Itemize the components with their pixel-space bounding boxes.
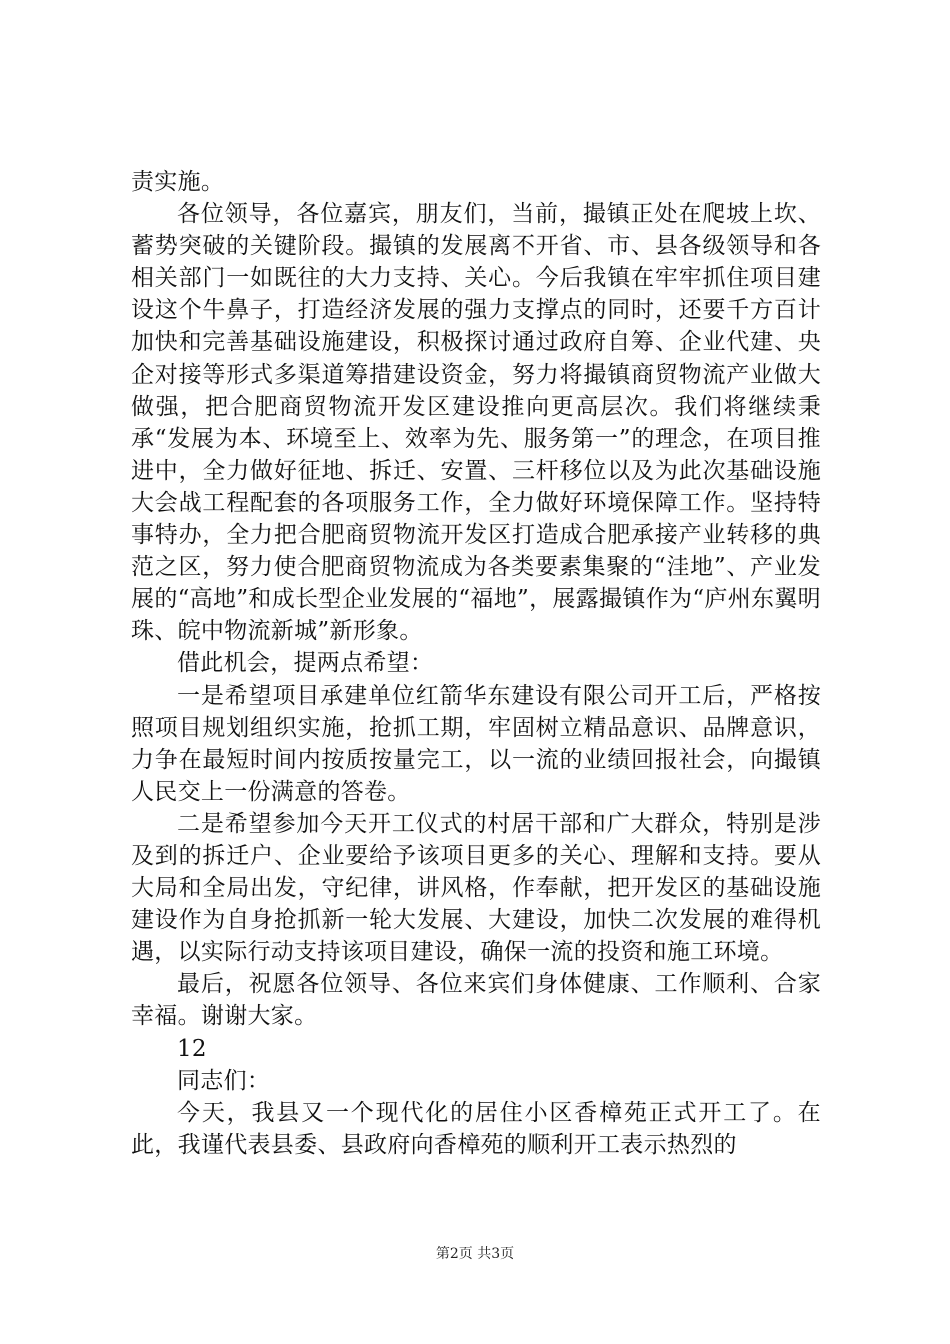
paragraph-continuation: 责实施。 — [131, 169, 225, 195]
paragraph-hope-two: 二是希望参加今天开工仪式的村居干部和广大群众，特别是涉及到的拆迁户、企业要给予该项目更多的关心、理解和支持。要从大局和全局出发，守纪律，讲风格，作奉献，把开发区的基础设施建设作为自身抢抓新一轮大发展、大建设，加快二次发展的难得机遇，以实际行动支持该项目建设，确保一流的投资和施工环境。 — [131, 810, 821, 966]
paragraph-hopes-intro: 借此机会，提两点希望： — [177, 650, 434, 677]
page-footer: 第2页 共3页 — [435, 1246, 515, 1262]
paragraph-hope-one: 一是希望项目承建单位红箭华东建设有限公司开工后，严格按照项目规划组织实施，抢抓工期，牢固树立精品意识、品牌意识，力争在最短时间内按质按量完工，以一流的业绩回报社会，向撮镇人民交上一份满意的答卷。 — [131, 682, 821, 805]
document-body — [131, 166, 821, 1161]
salutation: 同志们： — [177, 1067, 271, 1094]
section-number: 12 — [177, 1035, 207, 1062]
paragraph-main: 各位领导，各位嘉宾，朋友们，当前，撮镇正处在爬坡上坎、蓄势突破的关键阶段。撮镇的发展离不开省、市、县各级领导和各相关部门一如既往的大力支持、关心。今后我镇在牢牢抓住项目建设这个牛鼻子，打造经济发展的强力支撑点的同时，还要千方百计加快和完善基础设施建设，积极探讨通过政府自筹、企业代建、央企对接等形式多渠道筹措建设资金，努力将撮镇商贸物流产业做大做强，把合肥商贸物流开发区建设推向更高层次。我们将继续秉承“发展为本、环境至上、效率为先、服务第一”的理念，在项目推进中，全力做好征地、拆迁、安置、三杆移位以及为此次基础设施大会战工程配套的各项服务工作，全力做好环境保障工作。坚持特事特办，全力把合肥商贸物流开发区打造成合肥承接产业转移的典范之区，努力使合肥商贸物流成为各类要素集聚的“洼地”、产业发展的“高地”和成长型企业发展的“福地”，展露撮镇作为“庐州东翼明珠、皖中物流新城”新形象。 — [131, 201, 821, 645]
paragraph-closing: 最后，祝愿各位领导、各位来宾们身体健康、工作顺利、合家幸福。谢谢大家。 — [131, 971, 821, 1030]
paragraph-new-speech: 今天，我县又一个现代化的居住小区香樟苑正式开工了。在此，我谨代表县委、县政府向香樟苑的顺利开工表示热烈的 — [131, 1099, 821, 1158]
